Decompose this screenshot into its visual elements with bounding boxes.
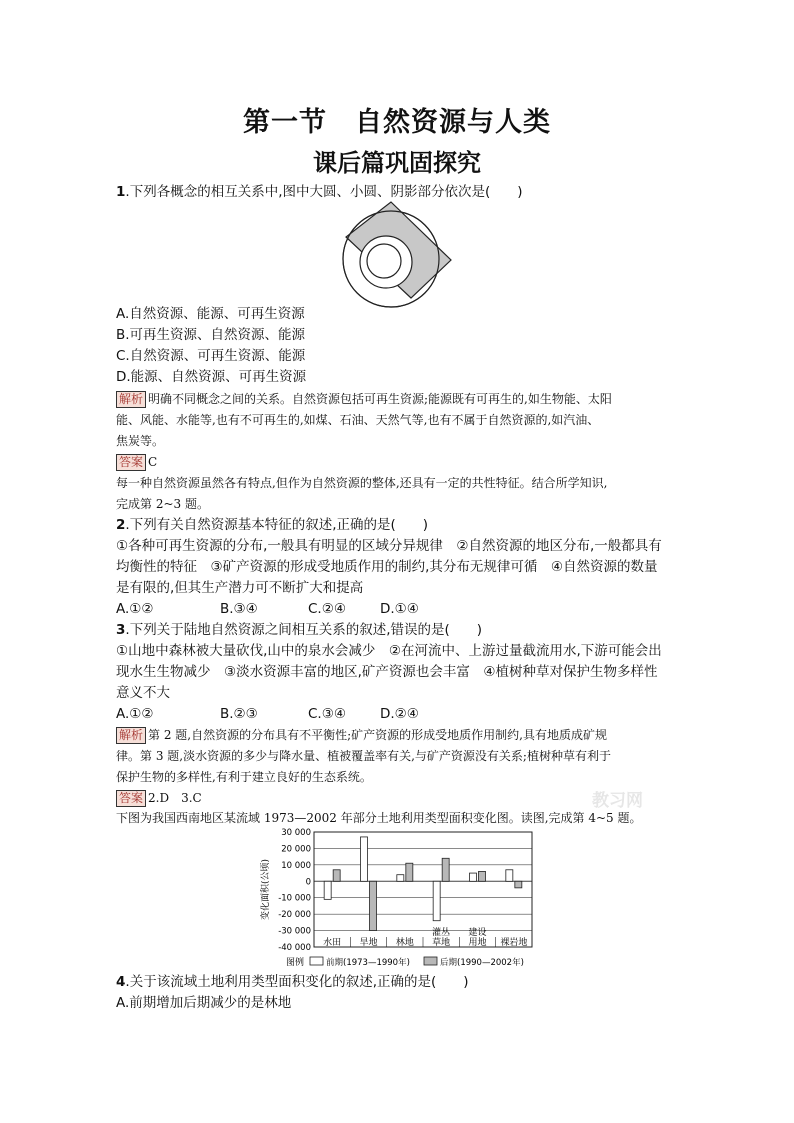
y-axis-label: 变化面积(公顷) <box>261 858 271 921</box>
bar-early <box>470 873 477 881</box>
plot-frame <box>314 832 532 947</box>
q1-option-b: B.可再生资源、自然资源、能源 <box>116 327 306 343</box>
y-tick-label: 10 000 <box>281 860 311 871</box>
q2-option-b: B.③④ <box>220 601 258 617</box>
bar-early <box>433 881 440 920</box>
q1-answer: 答案 C <box>116 452 157 473</box>
q1-option-d: D.能源、自然资源、可再生资源 <box>116 369 307 385</box>
q2-statement-line-3: 是有限的,但其生产潜力可不断扩大和提高 <box>116 580 364 596</box>
x-category-label: 裸岩地 <box>500 938 528 948</box>
q3-option-d: D.②④ <box>380 706 419 722</box>
legend-swatch-early <box>310 957 323 965</box>
y-tick-label: -20 000 <box>278 910 311 921</box>
q2-option-a: A.①② <box>116 601 154 617</box>
q4-option-a: A.前期增加后期减少的是林地 <box>116 995 292 1011</box>
bar-late <box>479 871 486 881</box>
intro-2-3-line-1: 每一种自然资源虽然各有特点,但作为自然资源的整体,还具有一定的共性特征。结合所学知识, <box>116 476 608 490</box>
q2-statement-line-1: ①各种可再生资源的分布,一般具有明显的区域分异规律 ②自然资源的地区分布,一般都具有 <box>116 538 662 554</box>
analysis-tag: 解析 <box>116 727 146 744</box>
analysis-tag: 解析 <box>116 391 146 408</box>
question-1-stem: 1.下列各概念的相互关系中,图中大圆、小圆、阴影部分依次是( ) <box>116 184 523 200</box>
x-category-label: 林地 <box>395 938 414 948</box>
question-3-stem: 3.下列关于陆地自然资源之间相互关系的叙述,错误的是( ) <box>116 622 483 638</box>
q3-statement-line-1: ①山地中森林被大量砍伐,山中的泉水会减少 ②在河流中、上游过量截流用水,下游可能会出 <box>116 643 662 659</box>
answer-tag: 答案 <box>116 454 146 471</box>
q3-statement-line-2: 现水生生物减少 ③淡水资源丰富的地区,矿产资源也会丰富 ④植树种草对保护生物多样性 <box>116 664 658 680</box>
q1-option-a: A.自然资源、能源、可再生资源 <box>116 306 305 322</box>
q3-option-a: A.①② <box>116 706 154 722</box>
y-tick-label: 0 <box>305 877 311 888</box>
answer-tag: 答案 <box>116 790 146 807</box>
legend-swatch-late <box>424 957 437 965</box>
page-title: 第一节 自然资源与人类 <box>243 107 551 138</box>
q2-statement-line-2: 均衡性的特征 ③矿产资源的形成受地质作用的制约,其分布无规律可循 ④自然资源的数量 <box>116 559 658 575</box>
q1-analysis-line-3: 焦炭等。 <box>116 434 165 448</box>
y-tick-label: -30 000 <box>278 926 311 937</box>
question-2-stem: 2.下列有关自然资源基本特征的叙述,正确的是( ) <box>116 517 429 533</box>
bar-late <box>442 858 449 881</box>
bar-late <box>333 870 340 882</box>
q1-analysis-line-2: 能、风能、水能等,也有不可再生的,如煤、石油、天然气等,也有不属于自然资源的,如汽油、 <box>116 413 600 427</box>
x-category-label: 建设 <box>468 928 487 938</box>
x-category-label: 灌丛 <box>432 928 451 938</box>
q3-option-c: C.③④ <box>308 706 346 722</box>
bar-early <box>506 870 513 882</box>
q1-analysis-line-1: 解析 明确不同概念之间的关系。自然资源包括可再生资源;能源既有可再生的,如生物能、太阳 <box>116 389 612 410</box>
venn-diagram <box>340 201 456 311</box>
land-use-change-chart <box>258 826 558 972</box>
intro-2-3-line-2: 完成第 2~3 题。 <box>116 497 209 511</box>
bar-late <box>370 881 377 930</box>
analysis-2-3-line-3: 保护生物的多样性,有利于建立良好的生态系统。 <box>116 770 372 784</box>
intro-4-5: 下图为我国西南地区某流域 1973—2002 年部分土地利用类型面积变化图。读图,完成第 4~5 题。 <box>116 811 642 825</box>
x-category-label: 草地 <box>432 938 451 948</box>
y-tick-label: -10 000 <box>278 893 311 904</box>
inner-circle <box>367 244 401 278</box>
answer-2-3: 答案 2.D 3.C <box>116 788 202 809</box>
q2-option-d: D.①④ <box>380 601 419 617</box>
watermark: 教习网 <box>592 791 643 811</box>
legend-title: 图例 <box>286 958 305 968</box>
page-subtitle: 课后篇巩固探究 <box>313 148 481 177</box>
analysis-2-3-line-1: 解析 第 2 题,自然资源的分布具有不平衡性;矿产资源的形成受地质作用制约,具有地质成矿规 <box>116 725 607 746</box>
bar-early <box>361 837 368 881</box>
question-4-stem: 4.关于该流域土地利用类型面积变化的叙述,正确的是( ) <box>116 974 469 990</box>
q3-option-b: B.②③ <box>220 706 258 722</box>
y-tick-label: 30 000 <box>281 828 311 838</box>
x-category-label: 旱地 <box>359 938 378 948</box>
analysis-2-3-line-2: 律。第 3 题,淡水资源的多少与降水量、植被覆盖率有关,与矿产资源没有关系;植树种草有利于 <box>116 749 611 763</box>
q1-option-c: C.自然资源、可再生资源、能源 <box>116 348 306 364</box>
y-tick-label: 20 000 <box>281 844 311 855</box>
bar-early <box>397 875 404 882</box>
y-tick-label: -40 000 <box>278 943 311 953</box>
q2-option-c: C.②④ <box>308 601 346 617</box>
legend-label-early: 前期(1973—1990年) <box>326 958 410 968</box>
bar-late <box>515 881 522 888</box>
bar-late <box>406 863 413 881</box>
q3-statement-line-3: 意义不大 <box>116 685 170 701</box>
x-category-label: 用地 <box>468 938 487 948</box>
legend-label-late: 后期(1990—2002年) <box>440 958 524 968</box>
bar-early <box>324 881 331 899</box>
x-category-label: 水田 <box>323 938 342 948</box>
